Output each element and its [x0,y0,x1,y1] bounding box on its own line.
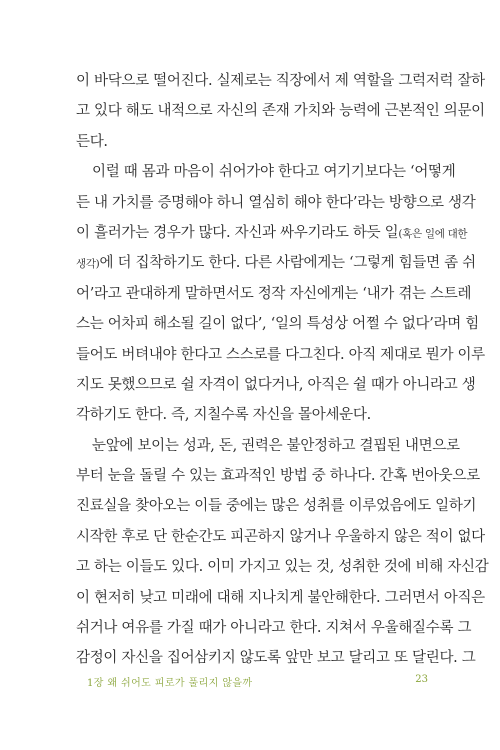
text-line [76,248,476,278]
text-line: 들어도 버텨내야 한다고 스스로를 다그친다. 아직 제대로 뭔가 이루 [76,346,485,363]
text-line-main: 이 흘러가는 경우가 많다. 자신과 싸우기라도 하듯 일 [76,224,399,241]
text-line: 감정이 자신을 집어삼키지 않도록 앞만 보고 달리고 또 달린다. 그 [76,650,476,667]
text-line: 스는 어차피 해소될 길이 없다’, ‘일의 특성상 어쩔 수 없다’라며 힘 [76,316,480,333]
text-line: 고 하는 이들도 있다. 이미 가지고 있는 것, 성취한 것에 비해 자신감 [76,559,489,576]
text-line: 지도 못했으므로 쉴 자격이 없다거나, 아직은 쉴 때가 아니라고 생 [76,376,476,393]
text-line: 든다. [76,133,108,150]
text-line: 부터 눈을 돌릴 수 있는 효과적인 방법 중 하나다. 간혹 번아웃으로 [76,468,480,485]
text-line: 눈앞에 보이는 성과, 돈, 권력은 불안정하고 결핍된 내면으로 [92,437,460,454]
text-line: 진료실을 찾아오는 이들 중에는 많은 성취를 이루었음에도 일하기 [76,498,477,515]
text-line: 쉬거나 여유를 가질 때가 아니라고 한다. 지쳐서 우울해질수록 그 [76,620,472,637]
text-line: 시작한 후로 단 한순간도 피곤하지 않거나 우울하지 않은 적이 없다 [76,528,485,545]
text-line: 이 현저히 낮고 미래에 대해 지나치게 불안해한다. 그러면서 아직은 [76,589,485,606]
text-line [76,218,468,248]
text-line: 이럴 때 몸과 마음이 쉬어가야 한다고 여기기보다는 ‘어떻게 [92,164,456,181]
text-line: 어’라고 관대하게 말하면서도 정작 자신에게는 ‘내가 겪는 스트레 [76,285,472,302]
text-line-aside: 생각) [76,258,100,271]
text-line: 각하기도 한다. 즉, 지칠수록 자신을 몰아세운다. [76,407,371,424]
text-line: 고 있다 해도 내적으로 자신의 존재 가치와 능력에 근본적인 의문이 [76,103,485,120]
chapter-title: 1장 왜 쉬어도 피로가 풀리지 않을까 [87,678,253,689]
page-footer [87,674,432,688]
text-line: 든 내 가치를 증명해야 하니 열심히 해야 한다’라는 방향으로 생각 [76,194,476,211]
body-text [76,66,489,674]
text-line-aside: (혹은 일에 대한 [398,227,468,240]
text-line: 이 바닥으로 떨어진다. 실제로는 직장에서 제 역할을 그럭저럭 잘하 [76,73,485,89]
text-line-main: 에 더 집착하기도 한다. 다른 사람에게는 ‘그렇게 힘들면 좀 쉬 [99,255,476,272]
page-number: 23 [415,674,428,685]
